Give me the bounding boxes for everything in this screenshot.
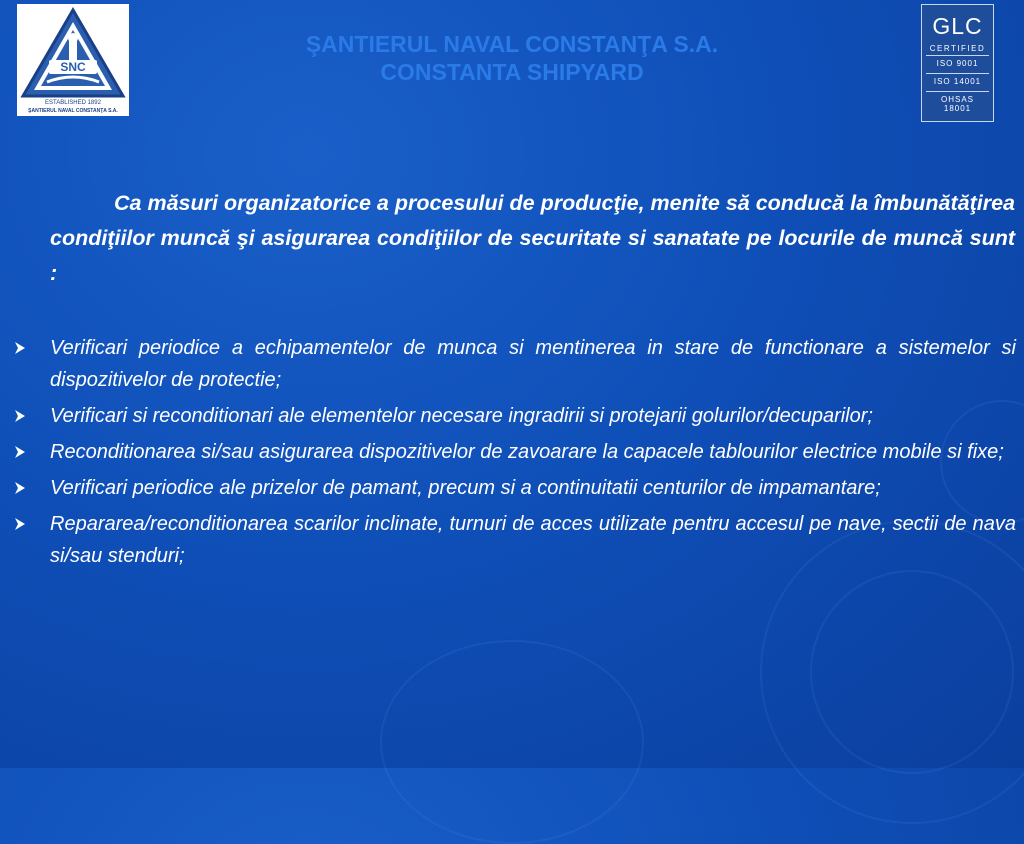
glc-certification-logo bbox=[921, 4, 994, 122]
snc-logo-graphic bbox=[17, 4, 129, 116]
list-item bbox=[8, 332, 1016, 396]
background-ripple bbox=[810, 570, 1014, 774]
intro-paragraph: Ca măsuri organizatorice a procesului de producţie, menite să conducă la îmbunătăţirea condiţiilor muncă şi asigurarea condiţiilor de securitate si sanatate pe locurile de muncă sunt : bbox=[50, 191, 1015, 285]
measures-list bbox=[8, 332, 1016, 576]
background-ripple bbox=[380, 640, 644, 844]
list-item-text: Verificari periodice ale prizelor de pamant, precum si a continuitatii centurilor de impamantare; bbox=[50, 477, 881, 499]
arrow-bullet-icon bbox=[12, 408, 28, 424]
list-item-text: Verificari si reconditionari ale elementelor necesare ingradirii si protejarii golurilor/decuparilor; bbox=[50, 405, 873, 427]
glc-name: GLC bbox=[932, 13, 983, 39]
glc-standard: ISO 9001 bbox=[926, 55, 989, 71]
title-line-2: CONSTANTA SHIPYARD bbox=[380, 59, 644, 85]
list-item bbox=[8, 508, 1016, 572]
glc-standard: OHSAS 18001 bbox=[926, 91, 989, 107]
svg-text:ESTABLISHED 1892: ESTABLISHED 1892 bbox=[45, 100, 101, 106]
svg-text:ŞANTIERUL NAVAL CONSTANŢA S.A.: ŞANTIERUL NAVAL CONSTANŢA S.A. bbox=[28, 108, 118, 114]
svg-text:SNC: SNC bbox=[60, 60, 86, 74]
list-item bbox=[8, 436, 1016, 468]
arrow-bullet-icon bbox=[12, 444, 28, 460]
snc-logo bbox=[17, 4, 129, 116]
glc-certified: CERTIFIED bbox=[929, 44, 986, 53]
title-line-1: ŞANTIERUL NAVAL CONSTANŢA S.A. bbox=[305, 31, 719, 57]
list-item-text: Repararea/reconditionarea scarilor inclinate, turnuri de acces utilizate pentru accesul pe nave, sectii de nava si/sau stenduri; bbox=[50, 513, 1016, 567]
page-title bbox=[200, 30, 824, 86]
arrow-bullet-icon bbox=[12, 480, 28, 496]
list-item bbox=[8, 472, 1016, 504]
glc-standard: ISO 14001 bbox=[926, 73, 989, 89]
list-item-text: Reconditionarea si/sau asigurarea dispozitivelor de zavoarare la capacele tablourilor electrice mobile si fixe; bbox=[50, 441, 1004, 463]
list-item-text: Verificari periodice a echipamentelor de munca si mentinerea in stare de functionare a sistemelor si dispozitivelor de protectie; bbox=[50, 337, 1016, 391]
arrow-bullet-icon bbox=[12, 516, 28, 532]
list-item bbox=[8, 400, 1016, 432]
arrow-bullet-icon bbox=[12, 340, 28, 356]
